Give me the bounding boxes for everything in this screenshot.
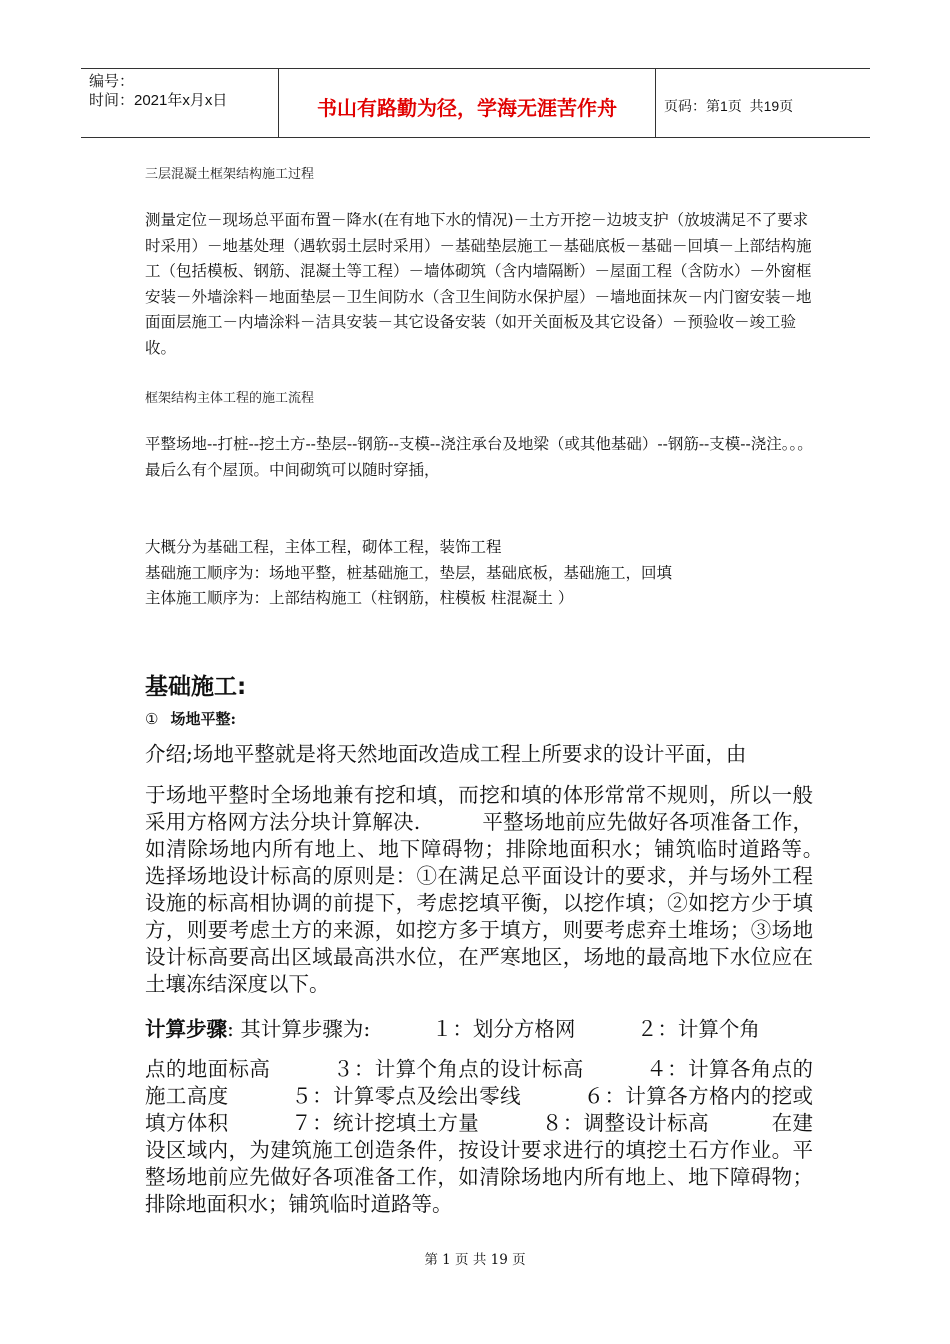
intro-body: 于场地平整时全场地兼有挖和填，而挖和填的体形常常不规则，所以一般采用方格网方法分块计算解决. 平整场地前应先做好各项准备工作，如清除场地内所有地上、地下障碍物；排除地面积水；铺筑临时道路等。 选择场地设计标高的原则是：①在满足总平面设计的要求，并与场外工程设施的标高相协调的前提下，考虑挖填平衡，以挖作填；②如挖方少于填方，则要考虑土方的来源，如挖方多于填方，则要考虑弃土堆场；③场地设计标高要高出区域最高洪水位，在严寒地区，场地的最高地下水位应在土壤冻结深度以下。 <box>145 783 875 996</box>
header-motto: 书山有路勤为径，学海无涯苦作舟 <box>279 69 656 137</box>
calc-label: 计算步骤 <box>145 1017 227 1041</box>
calc-body: 点的地面标高 ３：计算个角点的设计标高 ４：计算各角点的施工高度 ５：计算零点及绘出零线 ６：计算各方格内的挖或填方体积 ７：统计挖填土方量 ８：调整设计标高 在建设区域内，为建筑施工创造条件，按设计要求进行的填挖土石方作业。平整场地前应先做好各项准备工作，如清除场地内所有地上、地下障碍物；排除地面积水；铺筑临时道路等。 <box>145 1057 813 1216</box>
subheading-number: ① <box>145 710 159 728</box>
header-page-label: 页码：第1页 共19页 <box>664 98 794 114</box>
section-title-process: 三层混凝土框架结构施工过程 <box>145 167 315 182</box>
line-foundation-order: 基础施工顺序为：场地平整，桩基础施工，垫层，基础底板，基础施工，回填 <box>145 564 673 582</box>
doc-date-label: 时间：2021年x月x日 <box>89 92 228 109</box>
intro-first-line: 介绍;场地平整就是将天然地面改造成工程上所要求的设计平面，由 <box>145 742 747 766</box>
calc-first-line <box>145 1016 813 1043</box>
page-header <box>81 68 870 138</box>
header-page-info <box>656 69 870 137</box>
subheading-site-leveling <box>145 708 236 729</box>
line-main-order: 主体施工顺序为：上部结构施工（柱钢筋，柱模板 柱混凝土 ） <box>145 589 574 607</box>
paragraph-flow: 平整场地--打桩--挖土方--垫层--钢筋--支模--浇注承台及地梁（或其他基础）--钢筋--支模--浇注。。。最后么有个屋顶。中间砌筑可以随时穿插， <box>145 435 813 479</box>
heading-foundation: 基础施工: <box>145 674 247 700</box>
doc-number-label: 编号： <box>89 73 135 90</box>
line-categories: 大概分为基础工程，主体工程，砌体工程，装饰工程 <box>145 538 502 556</box>
paragraph-process: 测量定位－现场总平面布置－降水(在有地下水的情况)－土方开挖－边坡支护（放坡满足不了要求时采用）－地基处理（遇软弱土层时采用）－基础垫层施工－基础底板－基础－回填－上部结构施工（包括模板、钢筋、混凝土等工程）－墙体砌筑（含内墙隔断）－屋面工程（含防水）－外窗框安装－外墙涂料－地面垫层－卫生间防水（含卫生间防水保护屋）－墙地面抹灰－内门窗安装－地面面层施工－内墙涂料－洁具安装－其它设备安装（如开关面板及其它设备）－预验收－竣工验收。 <box>145 211 812 357</box>
subheading-text: 场地平整: <box>170 710 236 728</box>
calc-first-text: : 其计算步骤为: １：划分方格网 ２：计算个角 <box>227 1017 760 1041</box>
header-meta <box>81 69 279 137</box>
page-footer: 第 1 页 共 19 页 <box>424 1252 526 1268</box>
section-title-flow: 框架结构主体工程的施工流程 <box>145 391 315 406</box>
